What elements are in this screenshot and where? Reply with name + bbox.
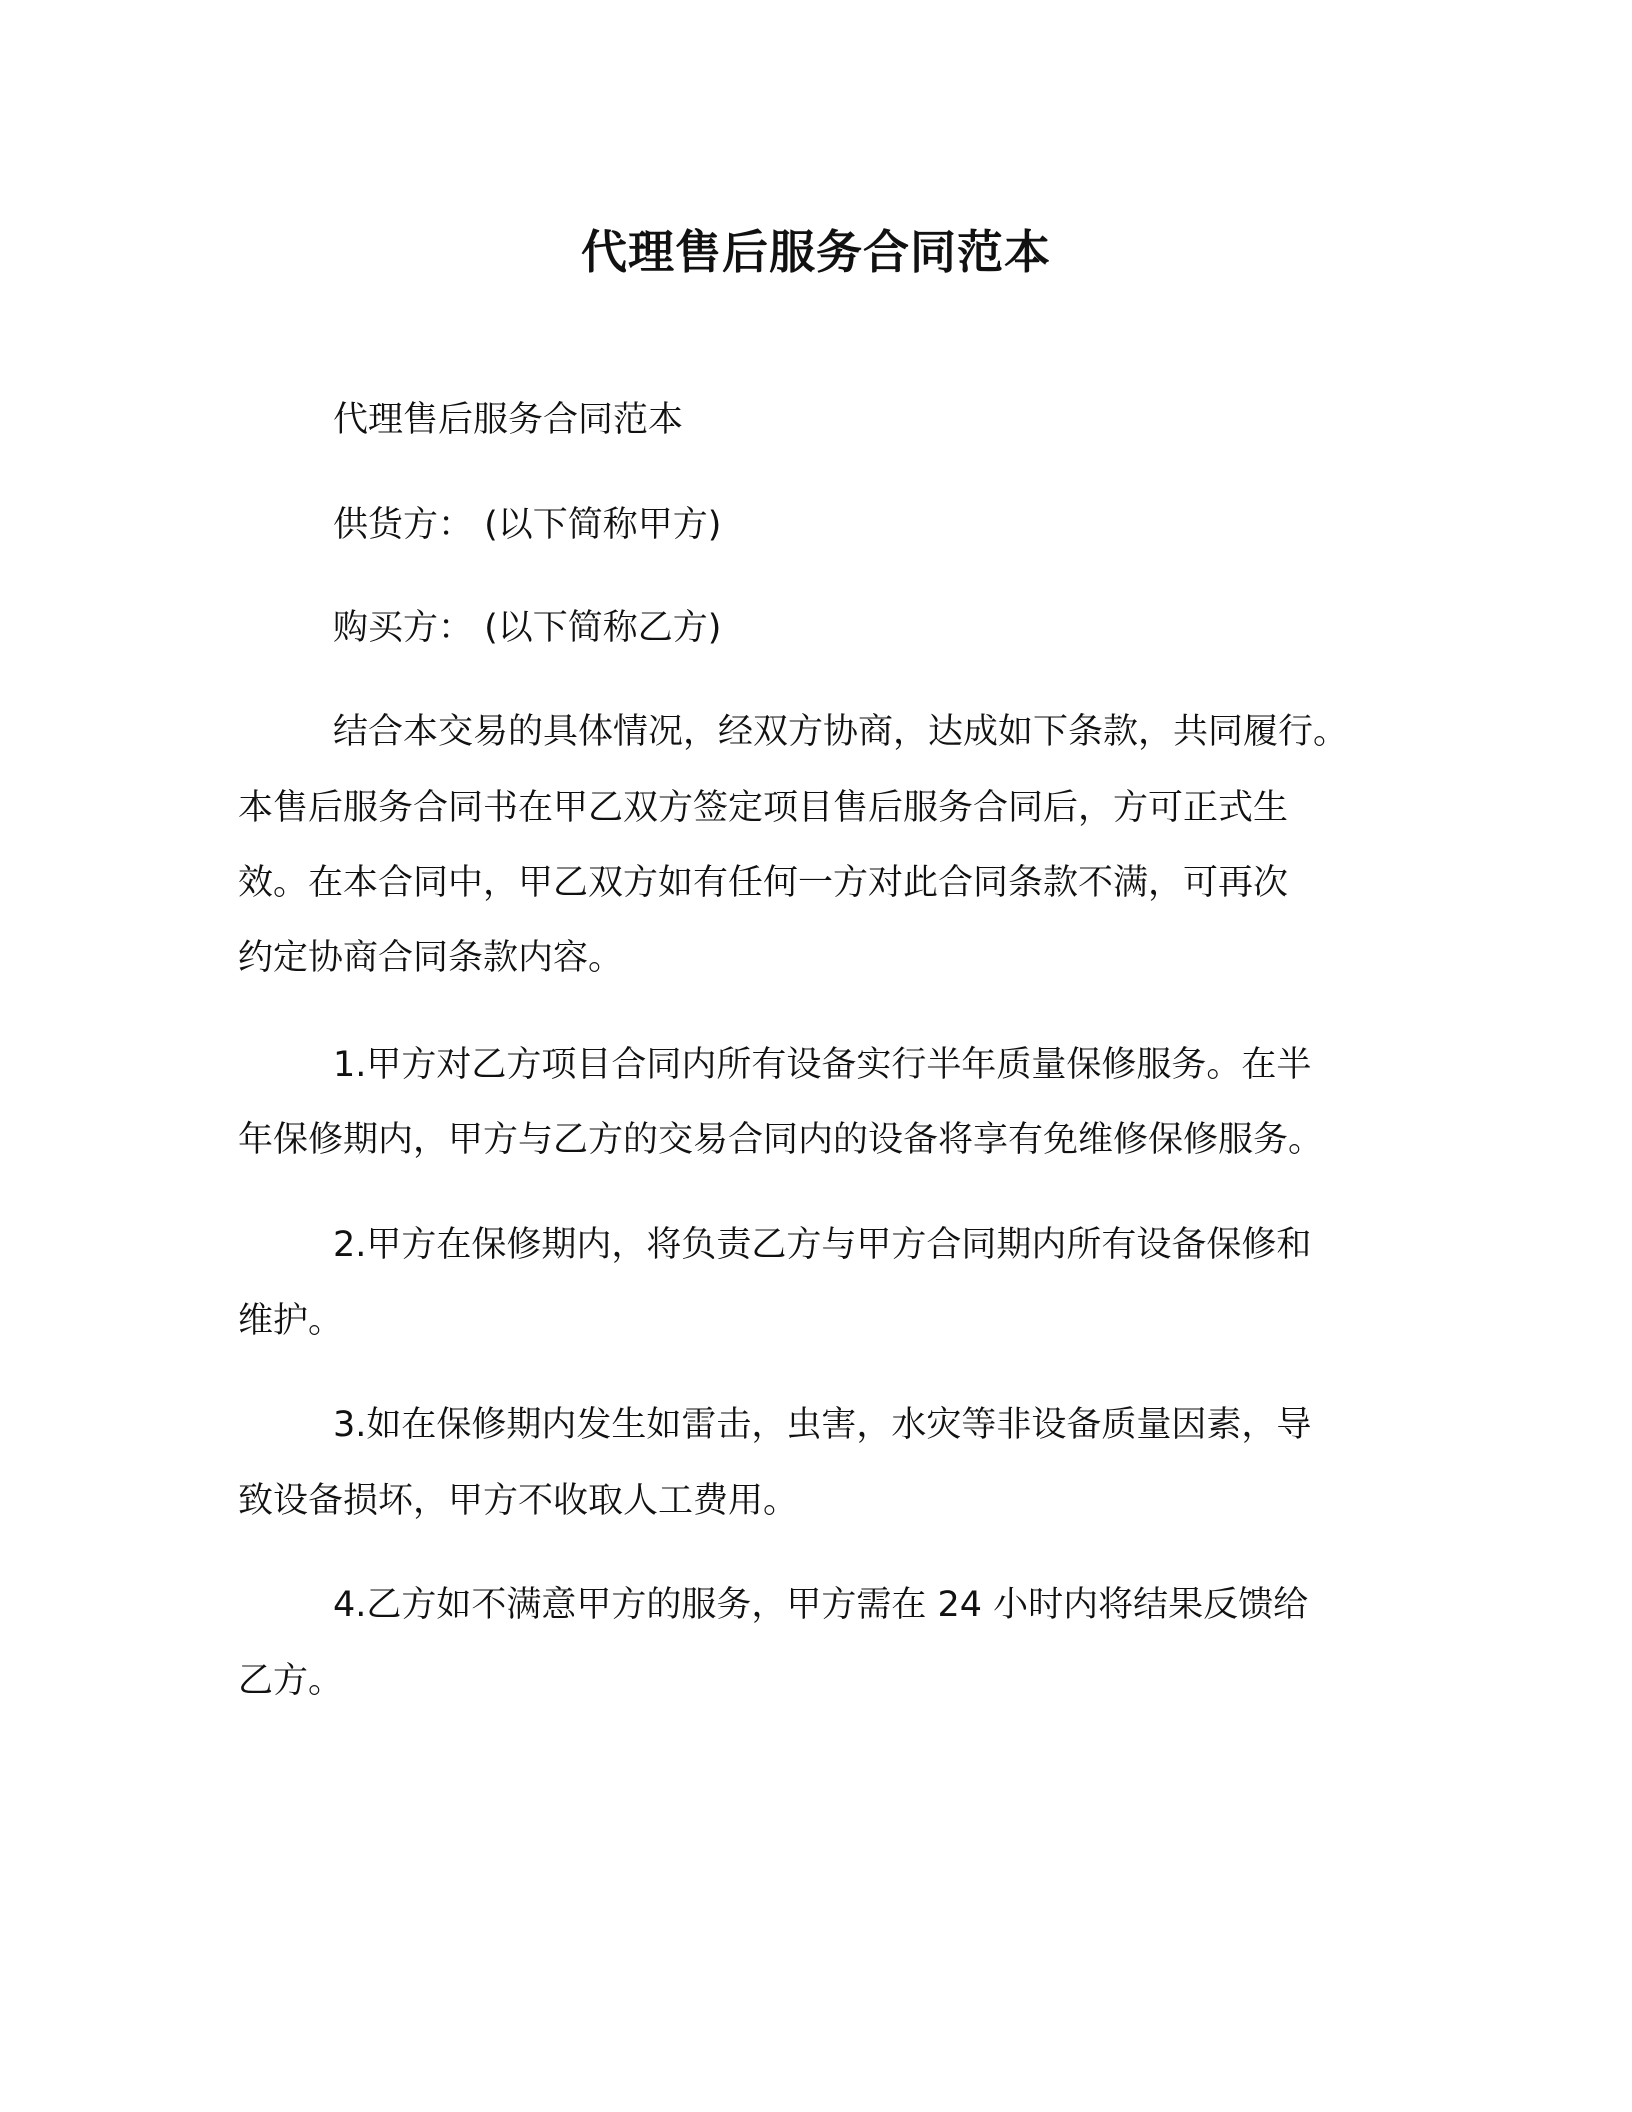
- paragraph-line: 效。在本合同中，甲乙双方如有任何一方对此合同条款不满，可再次: [238, 863, 1289, 903]
- paragraph-line: 结合本交易的具体情况，经双方协商，达成如下条款，共同履行。: [333, 712, 1349, 752]
- subtitle-line: 代理售后服务合同范本: [333, 400, 684, 440]
- supplier-line: 供货方： (以下简称甲方): [333, 505, 722, 545]
- clause-4-line: 乙方。: [238, 1661, 344, 1701]
- clause-3-line: 致设备损坏，甲方不收取人工费用。: [238, 1481, 799, 1521]
- clause-2-line: 维护。: [238, 1301, 344, 1341]
- paragraph-line: 约定协商合同条款内容。: [238, 938, 624, 978]
- clause-3-line: 3.如在保修期内发生如雷击，虫害，水灾等非设备质量因素，导: [333, 1405, 1312, 1445]
- clause-1-line: 1.甲方对乙方项目合同内所有设备实行半年质量保修服务。在半: [333, 1045, 1312, 1085]
- clause-2-line: 2.甲方在保修期内，将负责乙方与甲方合同期内所有设备保修和: [333, 1225, 1312, 1265]
- document-title: 代理售后服务合同范本: [581, 225, 1051, 279]
- buyer-line: 购买方： (以下简称乙方): [333, 608, 722, 648]
- paragraph-line: 本售后服务合同书在甲乙双方签定项目售后服务合同后，方可正式生: [238, 788, 1289, 828]
- clause-4-line: 4.乙方如不满意甲方的服务，甲方需在 24 小时内将结果反馈给: [333, 1585, 1309, 1625]
- clause-1-line: 年保修期内，甲方与乙方的交易合同内的设备将享有免维修保修服务。: [238, 1120, 1324, 1160]
